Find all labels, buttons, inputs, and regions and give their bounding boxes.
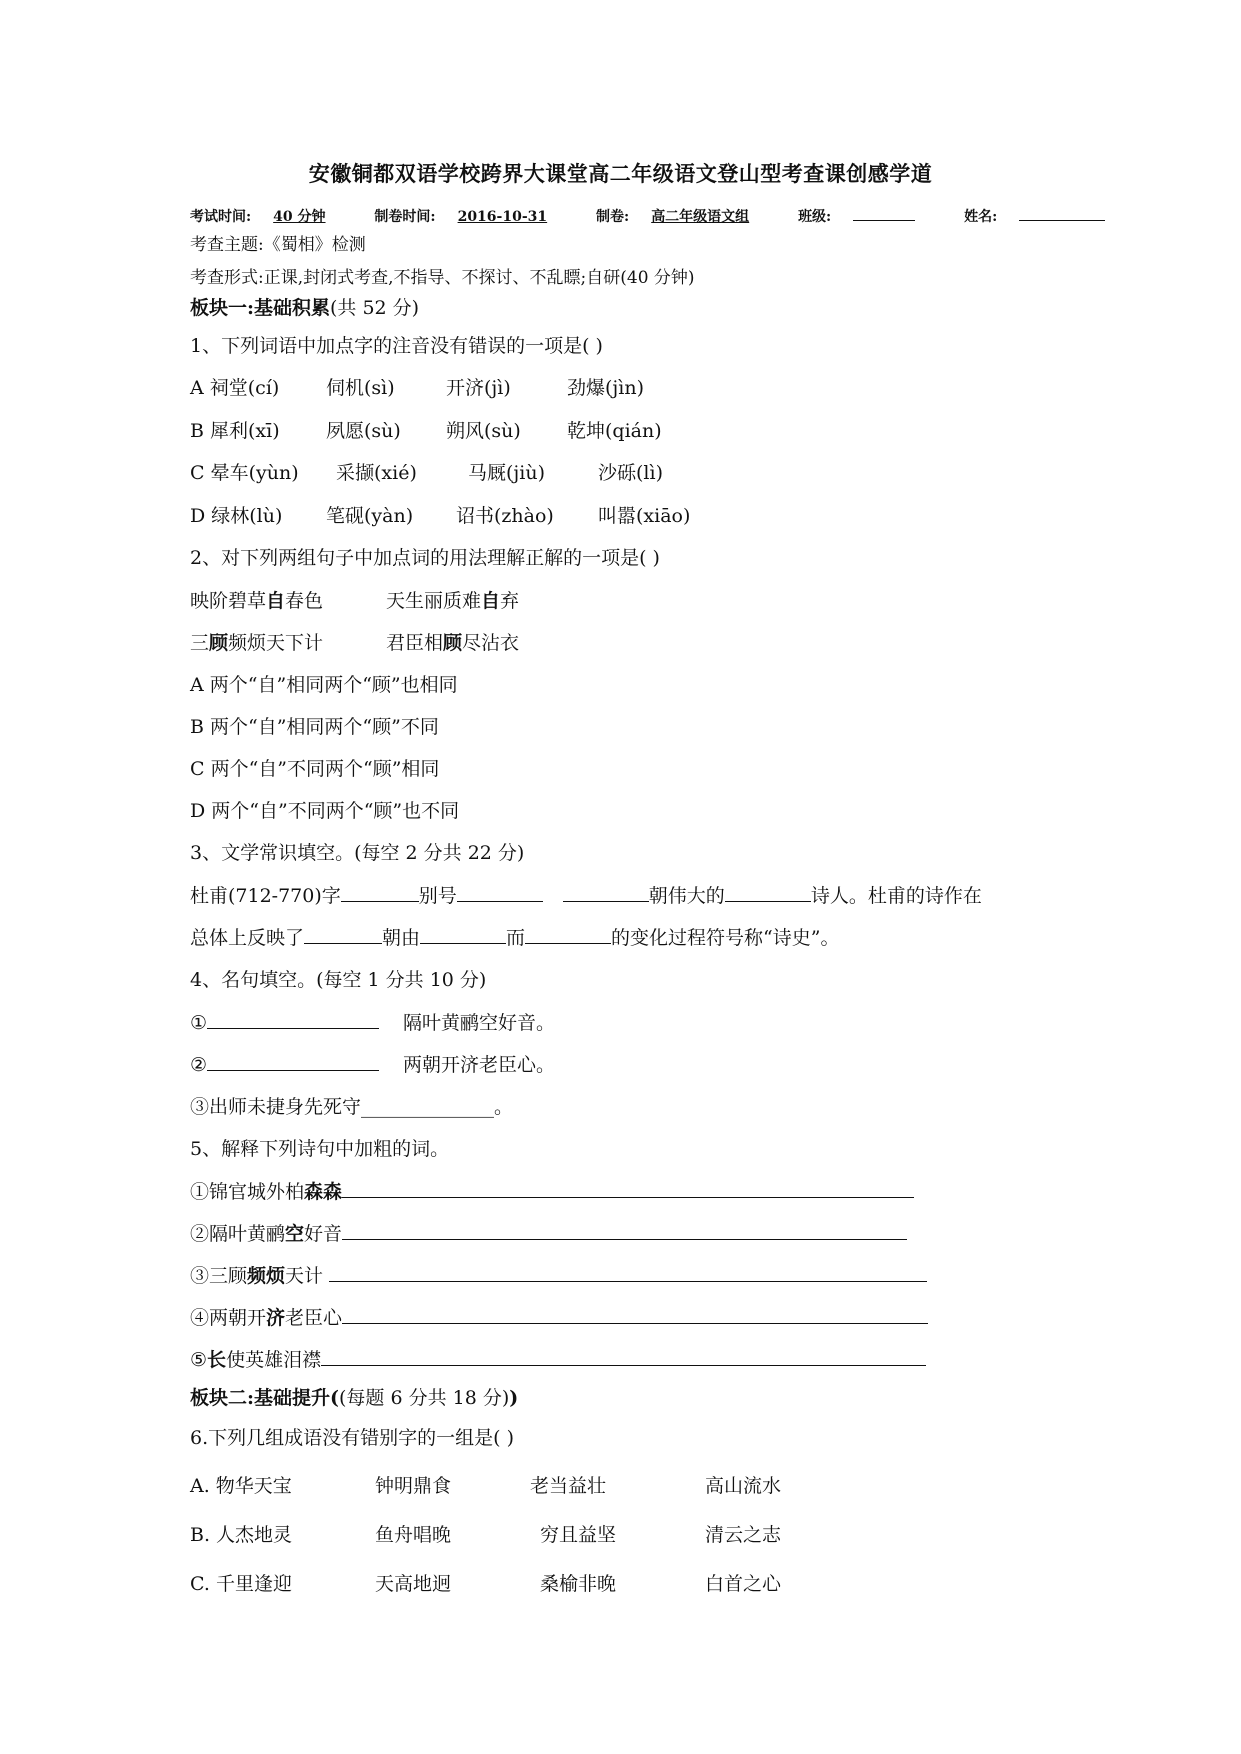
q5-item-2 xyxy=(190,1221,907,1247)
q1-option-a-4: 劲爆(jìn) xyxy=(567,377,645,399)
q1-option-b-4: 乾坤(qián) xyxy=(567,420,662,442)
q1-option-a-1: A 祠堂(cí) xyxy=(190,377,280,399)
page-title: 安徽铜都双语学校跨界大课堂高二年级语文登山型考查课创感学道 xyxy=(308,161,933,186)
q5-key-word: 森森 xyxy=(304,1181,343,1203)
exam-time-label: 考试时间: xyxy=(190,209,252,225)
q3-text: 别号 xyxy=(418,885,457,907)
q3-text: 而 xyxy=(506,927,526,949)
q4-blank[interactable] xyxy=(207,1010,379,1029)
q1-option-c-2: 采撷(xié) xyxy=(336,462,417,484)
maker-value: 高二年级语文组 xyxy=(651,209,750,225)
q5-blank[interactable] xyxy=(342,1179,914,1198)
q3-blank[interactable] xyxy=(420,925,506,944)
q2-text: 尽沾衣 xyxy=(462,632,520,654)
q5-text: 好音 xyxy=(304,1223,343,1245)
exam-topic: 考查主题:《蜀相》检测 xyxy=(190,235,366,255)
q1-option-d-3: 诏书(zhào) xyxy=(456,505,554,527)
q3-text: 杜甫(712-770)字 xyxy=(190,885,341,907)
maker-label: 制卷: xyxy=(596,209,630,225)
q2-text: 天生丽质难 xyxy=(386,590,482,612)
q1-option-c-3: 马厩(jiù) xyxy=(468,462,546,484)
q5-item-1 xyxy=(190,1179,914,1205)
q1-option-b-2: 夙愿(sù) xyxy=(326,420,401,442)
q2-text: 频烦天下计 xyxy=(228,632,324,654)
q5-item-3 xyxy=(190,1263,927,1289)
section2-score: (每题 6 分共 18 分) xyxy=(339,1387,510,1409)
q5-text: ②隔叶黄鹂 xyxy=(190,1223,286,1245)
q3-line-2 xyxy=(190,925,839,951)
q3-blank[interactable] xyxy=(304,925,382,944)
q3-text: 诗人。杜甫的诗作在 xyxy=(810,885,982,907)
q3-text: 总体上反映了 xyxy=(190,927,305,949)
q4-stem: 4、名句填空。(每空 1 分共 10 分) xyxy=(190,969,487,991)
q5-key-word: 空 xyxy=(285,1223,305,1245)
q6-option-b-2: 鱼舟唱晚 xyxy=(375,1524,452,1546)
q4-blank[interactable] xyxy=(207,1052,379,1071)
q6-option-b-3: 穷且益坚 xyxy=(540,1524,617,1546)
q5-key-word: 济 xyxy=(266,1307,286,1329)
q1-option-a-3: 开济(jì) xyxy=(446,377,511,399)
q5-text: 天计 xyxy=(285,1265,330,1287)
name-blank[interactable] xyxy=(1019,202,1105,221)
section1-heading xyxy=(190,295,419,321)
q3-blank[interactable] xyxy=(563,883,649,902)
q1-option-c-1: C 晕车(yùn) xyxy=(190,462,299,484)
q4-text: 隔叶黄鹂空好音。 xyxy=(403,1012,556,1034)
q2-key-word: 自 xyxy=(266,590,286,612)
q4-item-2 xyxy=(190,1052,555,1078)
q2-text: 映阶碧草 xyxy=(190,590,267,612)
q1-option-b-3: 朔风(sù) xyxy=(446,420,521,442)
q6-option-c-2: 天高地迥 xyxy=(375,1573,452,1595)
q1-stem: 1、下列词语中加点字的注音没有错误的一项是( ) xyxy=(190,335,603,357)
q6-option-a-2: 钟明鼎食 xyxy=(375,1475,452,1497)
q1-option-d-1: D 绿林(lù) xyxy=(190,505,283,527)
q3-text: 朝由 xyxy=(382,927,421,949)
q6-option-a-1: A. 物华天宝 xyxy=(190,1475,292,1497)
q2-option-a: A 两个“自”相同两个“顾”也相同 xyxy=(190,674,458,696)
section2-heading xyxy=(190,1385,518,1411)
class-label: 班级: xyxy=(798,209,832,225)
section1-score: (共 52 分) xyxy=(330,297,420,319)
q3-blank[interactable] xyxy=(525,925,611,944)
q4-number: ② xyxy=(190,1054,208,1076)
q5-key-word: 频烦 xyxy=(247,1265,286,1287)
q5-text: ④两朝开 xyxy=(190,1307,267,1329)
section2-title: 板块二:基础提升( xyxy=(190,1387,340,1409)
q5-text: 使英雄泪襟 xyxy=(226,1349,322,1371)
q1-option-a-2: 伺机(sì) xyxy=(326,377,395,399)
exam-form: 考查形式:正课,封闭式考查,不指导、不探讨、不乱瞟;自研(40 分钟) xyxy=(190,268,695,288)
q3-text: 的变化过程符号称“诗史”。 xyxy=(611,927,840,949)
q2-stem: 2、对下列两组句子中加点词的用法理解正解的一项是( ) xyxy=(190,547,660,569)
q5-item-5 xyxy=(190,1347,926,1373)
q1-option-d-4: 叫嚣(xiāo) xyxy=(598,505,691,527)
q4-number: ① xyxy=(190,1012,208,1034)
q3-blank[interactable] xyxy=(725,883,811,902)
q3-blank[interactable] xyxy=(457,883,543,902)
q2-key-word: 自 xyxy=(481,590,501,612)
q5-blank[interactable] xyxy=(342,1221,907,1240)
q2-key-word: 顾 xyxy=(443,632,463,654)
q3-blank[interactable] xyxy=(341,883,419,902)
q1-option-c-4: 沙砾(lì) xyxy=(598,462,663,484)
q6-option-a-4: 高山流水 xyxy=(705,1475,782,1497)
q3-line-1 xyxy=(190,883,982,909)
q6-option-b-1: B. 人杰地灵 xyxy=(190,1524,293,1546)
q4-item-3: ③出师未捷身先死守______________。 xyxy=(190,1096,514,1118)
q4-item-1 xyxy=(190,1010,555,1036)
q3-text: 朝伟大的 xyxy=(648,885,725,907)
q3-stem: 3、文学常识填空。(每空 2 分共 22 分) xyxy=(190,842,525,864)
q1-option-d-2: 笔砚(yàn) xyxy=(326,505,414,527)
q2-option-d: D 两个“自”不同两个“顾”也不同 xyxy=(190,800,460,822)
q6-option-c-3: 桑榆非晚 xyxy=(540,1573,617,1595)
name-label: 姓名: xyxy=(964,209,998,225)
q2-text: 弃 xyxy=(500,590,520,612)
q5-text: ⑤ xyxy=(190,1349,208,1371)
q4-text: 两朝开济老臣心。 xyxy=(403,1054,556,1076)
q5-text: ①锦官城外柏 xyxy=(190,1181,305,1203)
q6-option-c-1: C. 千里逢迎 xyxy=(190,1573,292,1595)
q1-option-b-1: B 犀利(xī) xyxy=(190,420,280,442)
q2-sentence-2b xyxy=(386,630,519,656)
q5-stem: 5、解释下列诗句中加粗的词。 xyxy=(190,1138,450,1160)
q2-text: 君臣相 xyxy=(386,632,444,654)
q5-blank[interactable] xyxy=(329,1263,927,1282)
q5-text: 老臣心 xyxy=(285,1307,343,1329)
exam-meta xyxy=(190,202,1149,226)
section1-title: 板块一:基础积累 xyxy=(190,297,331,319)
q6-option-c-4: 白首之心 xyxy=(705,1573,782,1595)
q6-option-b-4: 清云之志 xyxy=(705,1524,782,1546)
section2-close: ) xyxy=(509,1387,519,1409)
q2-text: 三 xyxy=(190,632,210,654)
q6-option-a-3: 老当益壮 xyxy=(530,1475,607,1497)
q5-text: ③三顾 xyxy=(190,1265,248,1287)
q5-key-word: 长 xyxy=(207,1349,227,1371)
q2-option-b: B 两个“自”相同两个“顾”不同 xyxy=(190,716,439,738)
q5-blank[interactable] xyxy=(342,1305,928,1324)
q2-sentence-1a xyxy=(190,588,323,614)
q2-sentence-1b xyxy=(386,588,519,614)
q6-stem: 6.下列几组成语没有错别字的一组是( ) xyxy=(190,1427,514,1449)
q2-option-c: C 两个“自”不同两个“顾”相同 xyxy=(190,758,440,780)
q5-item-4 xyxy=(190,1305,928,1331)
q2-key-word: 顾 xyxy=(209,632,229,654)
class-blank[interactable] xyxy=(853,202,915,221)
made-time-value: 2016-10-31 xyxy=(457,209,548,225)
q2-sentence-2a xyxy=(190,630,323,656)
q2-text: 春色 xyxy=(285,590,324,612)
q5-blank[interactable] xyxy=(321,1347,926,1366)
made-time-label: 制卷时间: xyxy=(374,209,436,225)
exam-time-value: 40 分钟 xyxy=(273,209,326,225)
